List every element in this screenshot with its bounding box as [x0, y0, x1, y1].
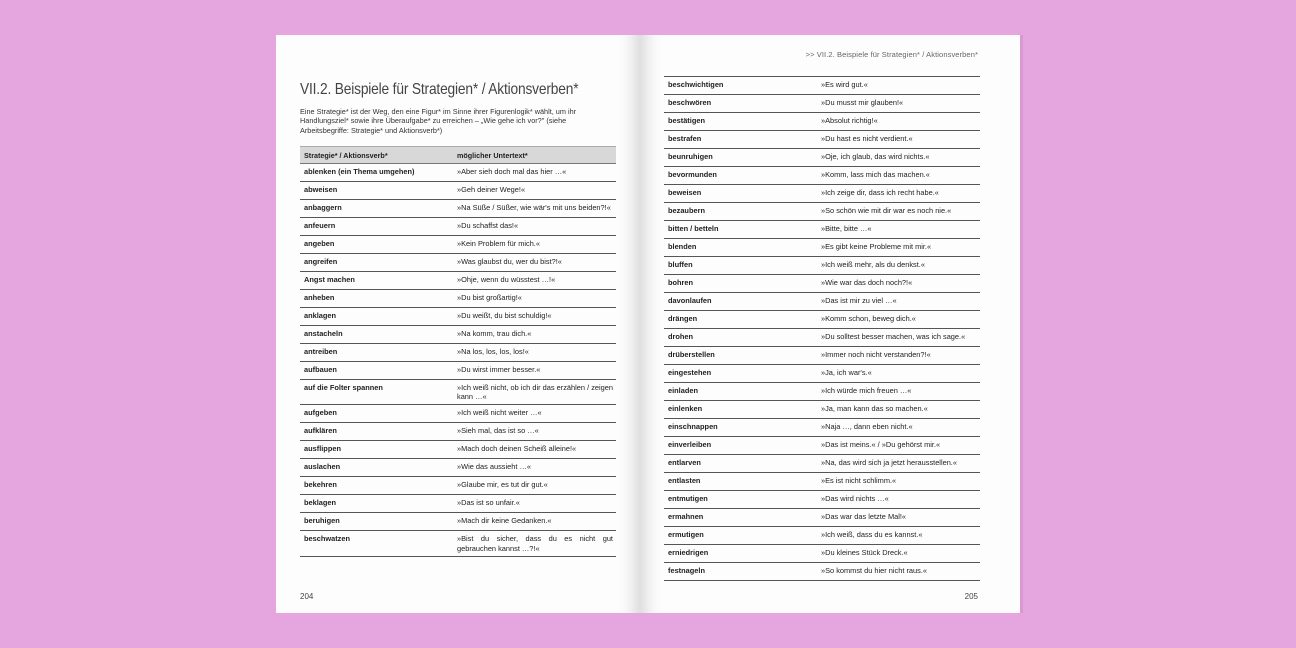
strategy-verb: drüberstellen: [668, 350, 715, 359]
subtext: »Na, das wird sich ja jetzt herausstellen.«: [821, 458, 957, 467]
subtext: »Ich weiß nicht weiter …«: [457, 408, 542, 418]
subtext: »Du weißt, du bist schuldig!«: [457, 311, 552, 320]
subtext: »So kommst du hier nicht raus.«: [821, 566, 927, 575]
table-row: [300, 254, 616, 272]
strategy-verb: beweisen: [668, 188, 702, 197]
left-page: [276, 35, 640, 613]
subtext: »Du wirst immer besser.«: [457, 365, 541, 374]
subtext: »Absolut richtig!«: [821, 116, 878, 125]
subtext: »Du schaffst das!«: [457, 221, 519, 230]
subtext: »Immer noch nicht verstanden?!«: [821, 350, 931, 359]
strategy-verb: einlenken: [668, 404, 703, 413]
table-row: [664, 455, 980, 473]
strategy-verb: anstacheln: [304, 329, 343, 338]
strategy-verb: ermahnen: [668, 512, 704, 521]
subtext: »Mach dir keine Gedanken.«: [457, 516, 552, 526]
table-row: [300, 405, 616, 423]
table-row: [664, 509, 980, 527]
strategy-verb: abweisen: [304, 185, 338, 194]
strategy-verb: antreiben: [304, 347, 338, 356]
subtext: »Ja, ich war's.«: [821, 368, 872, 377]
table-row: [300, 423, 616, 441]
table-row: [664, 113, 980, 131]
subtext: »Das ist mir zu viel …«: [821, 296, 897, 305]
strategy-verb: aufbauen: [304, 365, 337, 374]
table-row: [664, 311, 980, 329]
strategy-verb: erniedrigen: [668, 548, 709, 557]
strategy-verb: anheben: [304, 293, 335, 302]
strategy-verb: beruhigen: [304, 516, 340, 526]
subtext: »Na Süße / Süßer, wie wär's mit uns beiden?!«: [457, 203, 611, 212]
table-row: [300, 236, 616, 254]
strategy-verb: bitten / betteln: [668, 224, 719, 233]
table-body: [664, 76, 980, 581]
strategy-verb: aufklären: [304, 426, 337, 436]
subtext: »Du kleines Stück Dreck.«: [821, 548, 908, 557]
subtext: »Wie das aussieht …«: [457, 462, 531, 472]
strategy-verb: entlarven: [668, 458, 701, 467]
intro-paragraph: Eine Strategie* ist der Weg, den eine Figur* im Sinne ihrer Figurenlogik* wählt, um ihr Handlungsziel* sowie ihre Überaufgabe* zu erreichen – „Wie gehe ich vor?" (siehe Arbeitsbegriffe: Strategie* und Aktionsverb*): [300, 107, 577, 135]
subtext: »Du bist großartig!«: [457, 293, 522, 302]
subtext: »Das wird nichts …«: [821, 494, 889, 503]
strategy-verb: beunruhigen: [668, 152, 713, 161]
table-row: [664, 167, 980, 185]
page-title: VII.2. Beispiele für Strategien* / Aktionsverben*: [300, 81, 579, 98]
strategy-verb: bohren: [668, 278, 694, 287]
table-row: [300, 513, 616, 531]
strategy-verb: auslachen: [304, 462, 341, 472]
strategy-verb: bluffen: [668, 260, 693, 269]
strategy-verb: bezaubern: [668, 206, 705, 215]
subtext: »Glaube mir, es tut dir gut.«: [457, 480, 548, 490]
strategy-verb: angeben: [304, 239, 335, 248]
strategy-verb: drängen: [668, 314, 698, 323]
table-row: [664, 185, 980, 203]
strategy-verb: beschwören: [668, 98, 712, 107]
table-row: [664, 437, 980, 455]
strategy-verb: beschwichtigen: [668, 80, 724, 89]
table-row: [300, 308, 616, 326]
subtext: »Du musst mir glauben!«: [821, 98, 904, 107]
strategy-verb: ausflippen: [304, 444, 341, 454]
strategy-verb: einladen: [668, 386, 698, 395]
table-row: [664, 293, 980, 311]
subtext: »Komm, lass mich das machen.«: [821, 170, 930, 179]
subtext: »Na komm, trau dich.«: [457, 329, 532, 338]
subtext: »Geh deiner Wege!«: [457, 185, 526, 194]
table-row: [300, 380, 616, 405]
strategy-verb: bekehren: [304, 480, 337, 490]
table-row: [300, 441, 616, 459]
strategy-verb: bevormunden: [668, 170, 717, 179]
table-row: [300, 182, 616, 200]
subtext: »Kein Problem für mich.«: [457, 239, 540, 248]
strategy-verb: bestrafen: [668, 134, 702, 143]
open-book: [276, 35, 1020, 613]
strategy-table-right: [664, 76, 980, 581]
table-row: [664, 221, 980, 239]
strategy-verb: aufgeben: [304, 408, 337, 418]
table-row: [300, 495, 616, 513]
strategy-verb: bestätigen: [668, 116, 705, 125]
strategy-verb: angreifen: [304, 257, 338, 266]
table-row: [664, 545, 980, 563]
strategy-verb: eingestehen: [668, 368, 712, 377]
strategy-verb: festnageln: [668, 566, 705, 575]
subtext: »Das ist meins.« / »Du gehörst mir.«: [821, 440, 941, 449]
table-row: [300, 344, 616, 362]
subtext: »Bist du sicher, dass du es nicht gut gebrauchen kannst …?!«: [457, 534, 613, 553]
subtext: »Es wird gut.«: [821, 80, 868, 89]
table-row: [664, 131, 980, 149]
right-page: [640, 35, 1020, 613]
table-row: [664, 473, 980, 491]
subtext: »Ich weiß mehr, als du denkst.«: [821, 260, 925, 269]
page-number: 205: [964, 592, 978, 601]
table-row: [300, 218, 616, 236]
table-row: [664, 257, 980, 275]
strategy-verb: einverleiben: [668, 440, 712, 449]
page-number: 204: [300, 592, 314, 601]
table-row: [664, 239, 980, 257]
table-row: [664, 149, 980, 167]
subtext: »Ich würde mich freuen …«: [821, 386, 912, 395]
subtext: »Ich weiß nicht, ob ich dir das erzählen / zeigen kann …«: [457, 383, 613, 402]
header-subtext: möglicher Untertext*: [457, 150, 528, 160]
subtext: »Es ist nicht schlimm.«: [821, 476, 897, 485]
subtext: »Du solltest besser machen, was ich sage.«: [821, 332, 966, 341]
strategy-verb: beklagen: [304, 498, 337, 508]
strategy-verb: anfeuern: [304, 221, 336, 230]
running-header: >> VII.2. Beispiele für Strategien* / Aktionsverben*: [805, 50, 978, 59]
table-row: [664, 329, 980, 347]
subtext: »Wie war das doch noch?!«: [821, 278, 913, 287]
table-row: [300, 362, 616, 380]
table-row: [664, 76, 980, 95]
table-row: [664, 365, 980, 383]
table-row: [664, 563, 980, 581]
strategy-verb: anklagen: [304, 311, 337, 320]
strategy-verb: drohen: [668, 332, 694, 341]
strategy-verb: auf die Folter spannen: [304, 383, 383, 392]
subtext: »Naja …, dann eben nicht.«: [821, 422, 913, 431]
subtext: »Was glaubst du, wer du bist?!«: [457, 257, 562, 266]
table-row: [300, 477, 616, 495]
table-row: [664, 275, 980, 293]
table-header: [300, 146, 616, 164]
strategy-verb: Angst machen: [304, 275, 355, 284]
subtext: »Das war das letzte Mal!«: [821, 512, 907, 521]
strategy-verb: entmutigen: [668, 494, 708, 503]
header-strategy: Strategie* / Aktionsverb*: [304, 150, 388, 160]
strategy-verb: beschwatzen: [304, 534, 351, 544]
table-row: [300, 164, 616, 182]
subtext: »Aber sieh doch mal das hier …«: [457, 167, 567, 176]
table-row: [300, 272, 616, 290]
table-row: [664, 95, 980, 113]
subtext: »Bitte, bitte …«: [821, 224, 872, 233]
table-row: [664, 203, 980, 221]
table-row: [300, 200, 616, 218]
strategy-verb: einschnappen: [668, 422, 718, 431]
strategy-verb: ermutigen: [668, 530, 704, 539]
table-row: [300, 326, 616, 344]
table-row: [664, 527, 980, 545]
subtext: »Na los, los, los, los!«: [457, 347, 529, 356]
subtext: »Du hast es nicht verdient.«: [821, 134, 913, 143]
strategy-verb: davonlaufen: [668, 296, 712, 305]
subtext: »Ich weiß, dass du es kannst.«: [821, 530, 923, 539]
table-row: [664, 347, 980, 365]
subtext: »Es gibt keine Probleme mit mir.«: [821, 242, 932, 251]
subtext: »Ja, man kann das so machen.«: [821, 404, 928, 413]
subtext: »So schön wie mit dir war es noch nie.«: [821, 206, 952, 215]
subtext: »Das ist so unfair.«: [457, 498, 520, 508]
table-row: [664, 491, 980, 509]
table-body: [300, 164, 616, 557]
table-row: [300, 290, 616, 308]
table-row: [664, 419, 980, 437]
subtext: »Ich zeige dir, dass ich recht habe.«: [821, 188, 939, 197]
strategy-verb: ablenken (ein Thema umgehen): [304, 167, 415, 176]
table-row: [300, 531, 616, 556]
strategy-verb: blenden: [668, 242, 697, 251]
subtext: »Oje, ich glaub, das wird nichts.«: [821, 152, 930, 161]
subtext: »Sieh mal, das ist so …«: [457, 426, 539, 436]
table-row: [664, 383, 980, 401]
strategy-table-left: [300, 146, 616, 557]
subtext: »Komm schon, beweg dich.«: [821, 314, 916, 323]
strategy-verb: entlasten: [668, 476, 701, 485]
subtext: »Mach doch deinen Scheiß alleine!«: [457, 444, 577, 454]
subtext: »Ohje, wenn du wüsstest …!«: [457, 275, 556, 284]
table-row: [664, 401, 980, 419]
table-row: [300, 459, 616, 477]
strategy-verb: anbaggern: [304, 203, 342, 212]
